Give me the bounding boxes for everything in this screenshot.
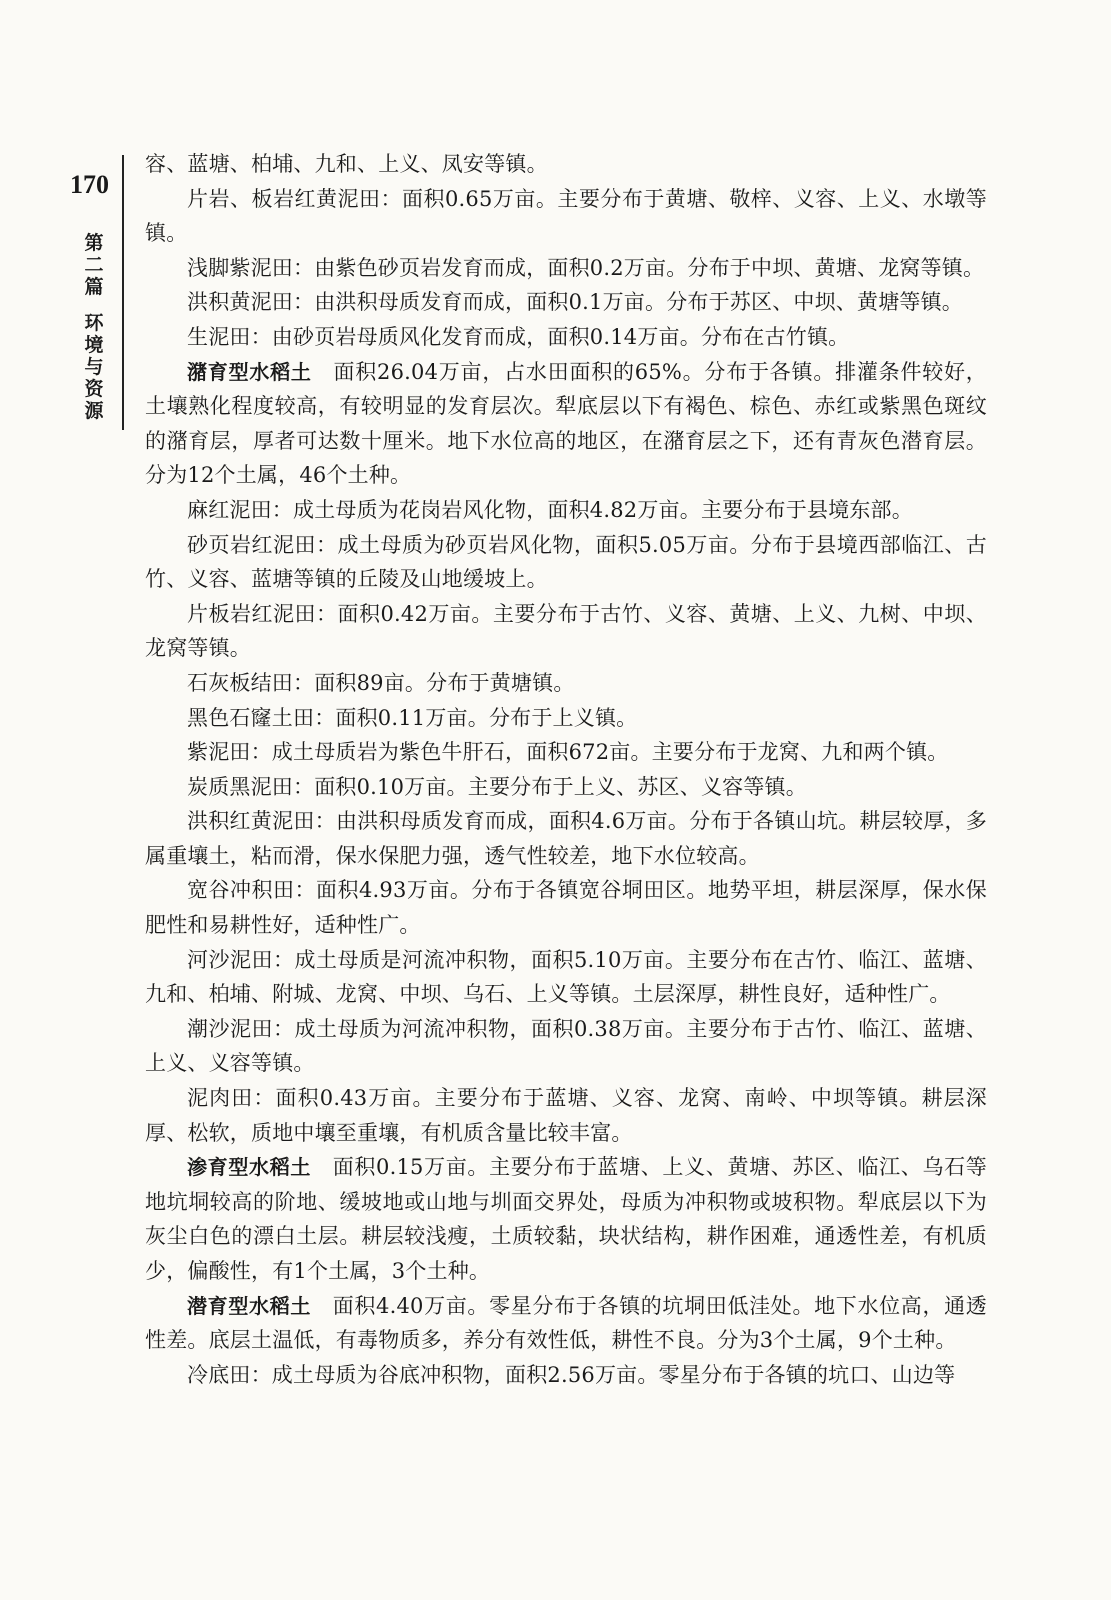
paragraph-text: 炭质黑泥田：面积0.10万亩。主要分布于上义、苏区、义容等镇。: [187, 774, 807, 799]
paragraph: [145, 597, 987, 666]
paragraph: [145, 804, 987, 873]
paragraph-text: 片岩、板岩红黄泥田：面积0.65万亩。主要分布于黄塘、敬梓、义容、上义、水墩等镇。: [145, 186, 987, 246]
paragraph: [145, 943, 987, 1012]
paragraph: [145, 666, 987, 701]
section-title-char: 资: [84, 378, 104, 400]
paragraph: [145, 1081, 987, 1150]
paragraph: [145, 1289, 987, 1358]
paragraph-text: 面积26.04万亩，占水田面积的65%。分布于各镇。排灌条件较好，土壤熟化程度较高，有较明显的发育层次。犁底层以下有褐色、棕色、赤红或紫黑色斑纹的潴育层，厚者可达数十厘米。地下水位高的地区，在潴育层之下，还有青灰色潜育层。分为12个土属，46个土种。: [145, 359, 988, 488]
section-part-char: 篇: [84, 276, 104, 298]
paragraph: [145, 182, 987, 251]
paragraph: [145, 1358, 987, 1393]
section-part-char: 第: [84, 232, 104, 254]
section-label: [80, 232, 108, 422]
paragraph-text: 砂页岩红泥田：成土母质为砂页岩风化物，面积5.05万亩。分布于县境西部临江、古竹、义容、蓝塘等镇的丘陵及山地缓坡上。: [145, 532, 987, 592]
paragraph-text: 浅脚紫泥田：由紫色砂页岩发育而成，面积0.2万亩。分布于中坝、黄塘、龙窝等镇。: [187, 255, 985, 280]
section-part-char: 二: [84, 254, 104, 276]
paragraph: [145, 770, 987, 805]
paragraph-text: 容、蓝塘、柏埔、九和、上义、凤安等镇。: [145, 152, 548, 176]
paragraph-text: 洪积红黄泥田：由洪积母质发育而成，面积4.6万亩。分布于各镇山坑。耕层较厚，多属重壤土，粘而滑，保水保肥力强，透气性较差，地下水位较高。: [145, 809, 987, 868]
paragraph: [145, 147, 987, 182]
paragraph-text: 河沙泥田：成土母质是河流冲积物，面积5.10万亩。主要分布在古竹、临江、蓝塘、九和、柏埔、附城、龙窝、中坝、乌石、上义等镇。土层深厚，耕性良好，适种性广。: [145, 947, 987, 1007]
paragraph: [145, 493, 987, 528]
paragraph-text: 片板岩红泥田：面积0.42万亩。主要分布于古竹、义容、黄塘、上义、九树、中坝、龙窝等镇。: [145, 601, 987, 661]
paragraph-text: 泥肉田：面积0.43万亩。主要分布于蓝塘、义容、龙窝、南岭、中坝等镇。耕层深厚、松软，质地中壤至重壤，有机质含量比较丰富。: [145, 1086, 987, 1145]
paragraph-text: 麻红泥田：成土母质为花岗岩风化物，面积4.82万亩。主要分布于县境东部。: [187, 497, 913, 522]
section-title-char: 源: [84, 400, 104, 422]
section-separator: [80, 298, 108, 312]
paragraph: [145, 1150, 987, 1288]
paragraph-text: 洪积黄泥田：由洪积母质发育而成，面积0.1万亩。分布于苏区、中坝、黄塘等镇。: [187, 290, 963, 315]
body-text: [145, 147, 987, 1392]
paragraph: [145, 355, 987, 493]
margin-rule: [122, 155, 124, 430]
paragraph-heading: 潴育型水稻土: [187, 359, 312, 384]
paragraph-text: 宽谷冲积田：面积4.93万亩。分布于各镇宽谷垌田区。地势平坦，耕层深厚，保水保肥性和易耕性好，适种性广。: [145, 878, 987, 938]
paragraph: [145, 735, 987, 770]
paragraph: [145, 320, 987, 355]
section-title-char: 环: [84, 312, 104, 334]
section-title-char: 境: [84, 334, 104, 356]
paragraph-text: 黑色石窿土田：面积0.11万亩。分布于上义镇。: [187, 705, 638, 730]
paragraph: [145, 528, 987, 597]
paragraph-heading: 渗育型水稻土: [187, 1155, 312, 1180]
paragraph: [145, 285, 987, 320]
paragraph-text: 面积4.40万亩。零星分布于各镇的坑垌田低洼处。地下水位高，通透性差。底层土温低，有毒物质多，养分有效性低，耕性不良。分为3个土属，9个土种。: [145, 1293, 988, 1353]
paragraph: [145, 251, 987, 286]
paragraph-text: 面积0.15万亩。主要分布于蓝塘、上义、黄塘、苏区、临江、乌石等地坑垌较高的阶地、缓坡地或山地与圳面交界处，母质为冲积物或坡积物。犁底层以下为灰尘白色的漂白土层。耕层较浅瘦，土质较黏，块状结构，耕作困难，通透性差，有机质少，偏酸性，有1个土属，3个土种。: [145, 1155, 988, 1283]
paragraph: [145, 873, 987, 942]
section-title-char: 与: [84, 356, 104, 378]
paragraph-heading: 潜育型水稻土: [187, 1293, 312, 1318]
paragraph-text: 石灰板结田：面积89亩。分布于黄塘镇。: [187, 670, 575, 695]
paragraph-text: 潮沙泥田：成土母质为河流冲积物，面积0.38万亩。主要分布于古竹、临江、蓝塘、上义、义容等镇。: [145, 1016, 987, 1076]
paragraph-text: 紫泥田：成土母质岩为紫色牛肝石，面积672亩。主要分布于龙窝、九和两个镇。: [187, 740, 949, 765]
paragraph-text: 生泥田：由砂页岩母质风化发育而成，面积0.14万亩。分布在古竹镇。: [187, 324, 850, 349]
paragraph-text: 冷底田：成土母质为谷底冲积物，面积2.56万亩。零星分布于各镇的坑口、山边等: [187, 1362, 956, 1387]
paragraph: [145, 701, 987, 736]
paragraph: [145, 1012, 987, 1081]
page-number: 170: [70, 170, 109, 199]
